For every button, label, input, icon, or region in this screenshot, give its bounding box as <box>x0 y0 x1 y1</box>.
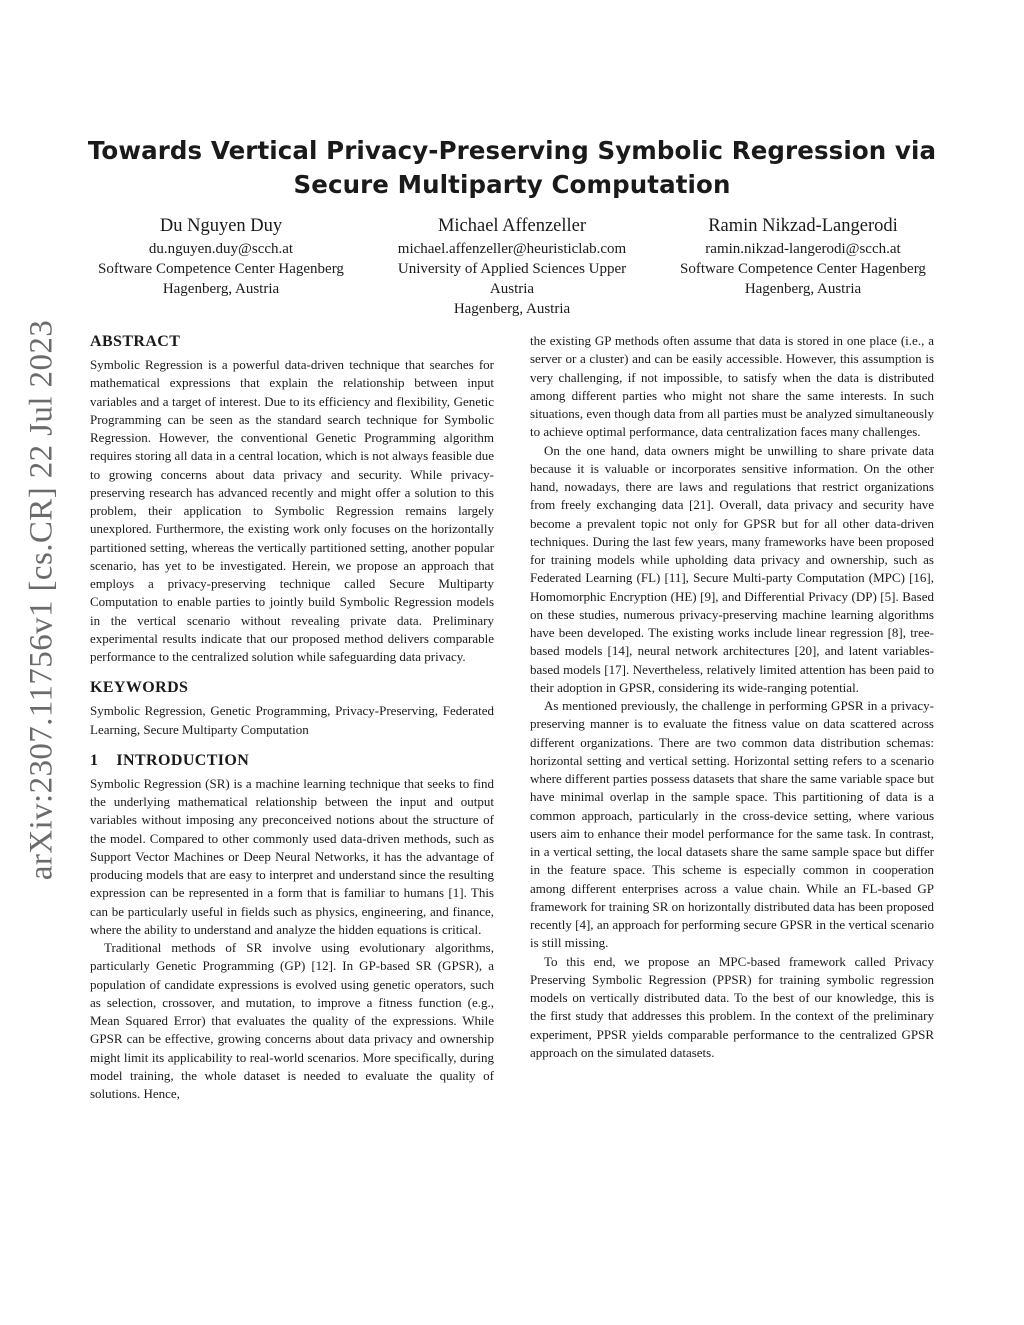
author-1 <box>90 214 352 319</box>
paper-title <box>60 134 964 202</box>
author-location: Hagenberg, Austria <box>744 281 862 297</box>
right-column <box>530 332 934 1062</box>
author-affiliation: Software Competence Center Hagenberg <box>680 261 926 277</box>
abstract-text: Symbolic Regression is a powerful data-driven technique that searches for mathematical expressions that explain the relationship between input variables and a target of interest. Due to its efficiency and flexibility, Genetic Programming can be seen as the standard search technique for Symbolic Regression. However, the conventional Genetic Programming algorithm requires storing all data in a central location, which is not always feasible due to growing concerns about data privacy and security. While privacy-preserving research has advanced recently and might offer a solution to this problem, their application to Symbolic Regression remains largely unexplored. Furthermore, the existing work only focuses on the horizontally partitioned setting, whereas the vertically partitioned setting, another popular scenario, has yet to be investigated. Herein, we propose an approach that employs a privacy-preserving technique called Secure Multiparty Computation to enable parties to jointly build Symbolic Regression models in the vertical scenario without revealing private data. Preliminary experimental results indicate that our proposed method delivers comparable performance to the centralized solution while safeguarding data privacy. <box>90 357 494 664</box>
section-number: 1 <box>90 751 99 769</box>
author-name: Ramin Nikzad-Langerodi <box>708 216 898 236</box>
author-name: Du Nguyen Duy <box>159 216 283 236</box>
intro-paragraph-6: To this end, we propose an MPC-based framework called Privacy Preserving Symbolic Regression (PPSR) for training symbolic regression models on vertically distributed data. To the best of our knowledge, this is the first study that addresses this problem. In the context of the preliminary experiment, PPSR yields comparable performance to the centralized GPSR approach on the simulated datasets. <box>530 953 934 1060</box>
arxiv-identifier: arXiv:2307.11756v1 [cs.CR] 22 Jul 2023 <box>23 319 60 881</box>
keywords-text: Symbolic Regression, Genetic Programming, Privacy-Preserving, Federated Learning, Secure Multiparty Computation <box>90 703 494 737</box>
author-block <box>90 214 934 319</box>
author-affiliation: University of Applied Sciences Upper Austria <box>397 261 627 297</box>
author-location: Hagenberg, Austria <box>162 281 280 297</box>
author-2 <box>381 214 643 319</box>
author-email: du.nguyen.duy@scch.at <box>148 241 294 257</box>
intro-paragraph-5: As mentioned previously, the challenge in performing GPSR in a privacy-preserving manner is to evaluate the fitness value on data scattered across different organizations. There are two common data distribution schemas: horizontal setting and vertical setting. Horizontal setting refers to a scenario where different parties possess datasets that share the same variable space but have minimal overlap in the sample space. This partitioning of data is a common approach, particularly in the cross-device setting, where various users aim to enhance their model performance for the same task. In contrast, in a vertical setting, the local datasets share the same sample space but differ in the feature space. This scheme is especially common in cooperation among different enterprises across a value chain. While an FL-based GP framework for training SR on horizontally distributed data has been proposed recently [4], an approach for performing secure GPSR in the vertical scenario is still missing. <box>530 698 934 951</box>
author-email: ramin.nikzad-langerodi@scch.at <box>705 241 901 257</box>
intro-paragraph-4: On the one hand, data owners might be unwilling to share private data because it is valuable or incorporates sensitive information. On the other hand, nowadays, there are laws and regulations that restrict organizations from freely exchanging data [21]. Overall, data privacy and security have become a prevalent topic not only for GPSR but for all other data-driven techniques. During the last few years, many frameworks have been proposed for training models while upholding data privacy and ownership, such as Federated Learning (FL) [11], Secure Multi-party Computation (MPC) [16], Homomorphic Encryption (HE) [9], and Differential Privacy (DP) [5]. Based on these studies, numerous privacy-preserving machine learning algorithms have been developed. The existing works include linear regression [8], tree-based models [14], neural network architectures [20], and latent variables-based models [17]. Nevertheless, relatively limited attention has been paid to their adoption in GPSR, considering its wide-ranging potential. <box>530 442 934 695</box>
left-column <box>90 332 494 1103</box>
title-line-2: Secure Multiparty Computation <box>293 170 731 199</box>
intro-paragraph-3: the existing GP methods often assume that data is stored in one place (i.e., a server or a cluster) and can be easily accessible. However, this assumption is very challenging, if not impossible, to satisfy when the data is distributed among different parties who might not share the same interests. In such situations, even though data from all parties must be analyzed simultaneously to achieve optimal performance, data centralization faces many challenges. <box>530 333 934 440</box>
abstract-heading: ABSTRACT <box>90 333 181 350</box>
author-location: Hagenberg, Austria <box>453 301 571 317</box>
author-3 <box>672 214 934 319</box>
author-name: Michael Affenzeller <box>437 216 587 236</box>
intro-paragraph-1: Symbolic Regression (SR) is a machine learning technique that seeks to find the underlying mathematical relationship between the input and output variables without imposing any preconceived notions about the structure of the model. Compared to other commonly used data-driven methods, such as Support Vector Machines or Deep Neural Networks, it has the advantage of producing models that are easy to interpret and understand since the resulting expression can be represented in a form that is familiar to humans [1]. This can be particularly useful in fields such as physics, engineering, and finance, where the ability to understand and analyze the hidden equations is critical. <box>90 775 494 937</box>
section-title: INTRODUCTION <box>116 751 250 769</box>
introduction-heading <box>90 751 494 771</box>
intro-paragraph-2: Traditional methods of SR involve using evolutionary algorithms, particularly Genetic Programming (GP) [12]. In GP-based SR (GPSR), a population of candidate expressions is evolved using genetic operators, such as selection, crossover, and mutation, to improve a fitness function (e.g., Mean Squared Error) that evaluates the quality of the expressions. While GPSR can be effective, growing concerns about data privacy and ownership might limit its applicability to real-world scenarios. More specifically, during model training, the whole dataset is needed to evaluate the quality of solutions. Hence, <box>90 940 494 1101</box>
title-line-1: Towards Vertical Privacy-Preserving Symbolic Regression via <box>87 136 937 165</box>
author-affiliation: Software Competence Center Hagenberg <box>98 261 344 277</box>
keywords-heading: KEYWORDS <box>90 679 189 697</box>
author-email: michael.affenzeller@heuristiclab.com <box>397 241 627 257</box>
